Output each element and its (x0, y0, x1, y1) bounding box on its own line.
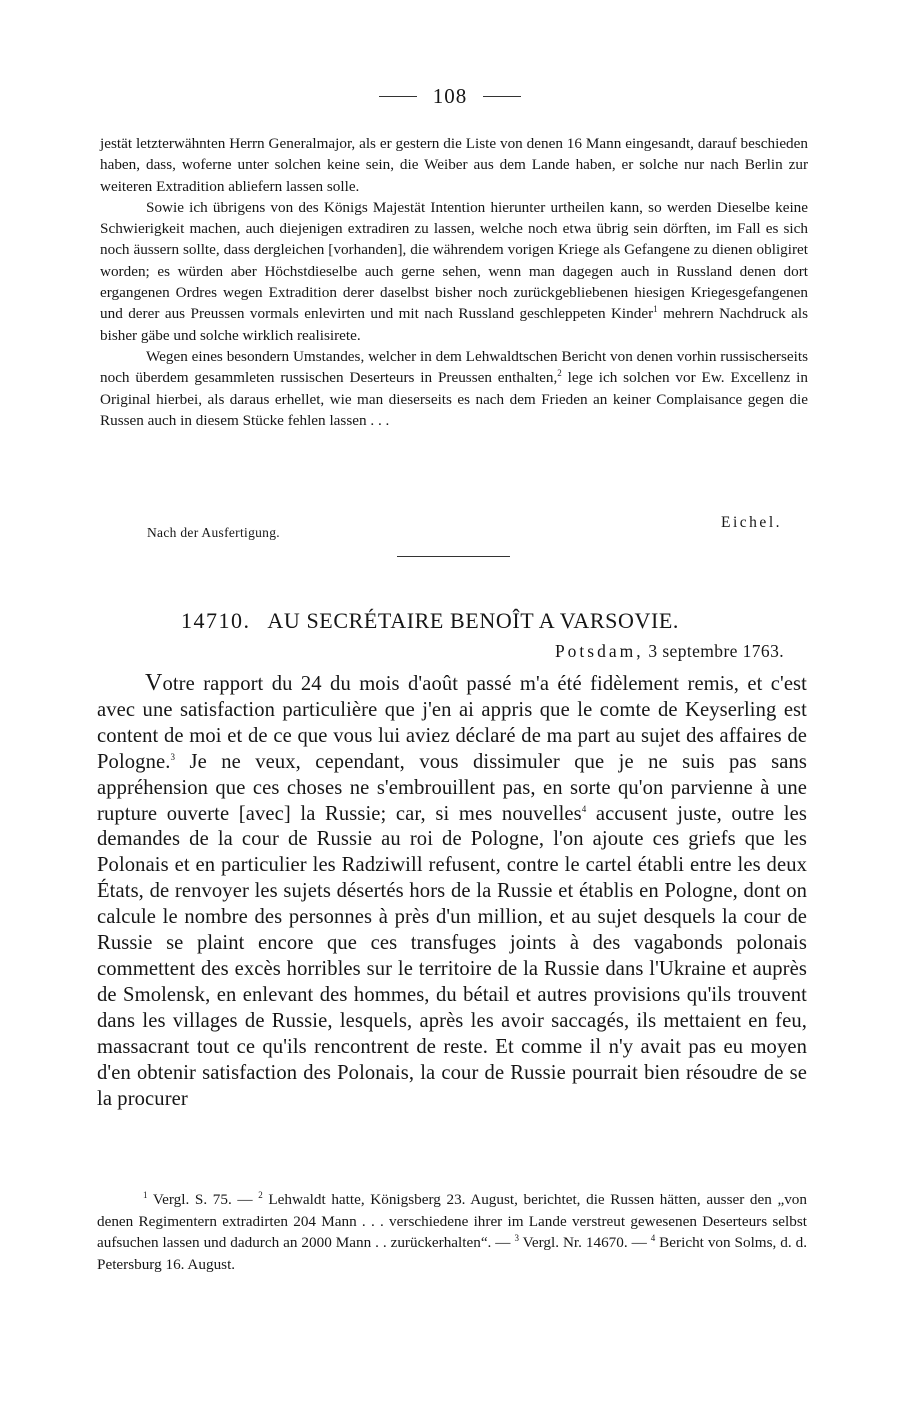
prev-paragraph-3-text: Wegen eines besondern Umstandes, welcher in dem Lehwaldtschen Bericht von denen vorhin russischerseits noch überdem gesammleten russischen Deserteurs in Preussen enthalten, (100, 347, 808, 387)
footnotes-text (97, 1189, 807, 1275)
prev-paragraph-3 (100, 346, 808, 431)
page-header (0, 84, 900, 109)
letter-initial: V (145, 670, 163, 696)
letter-place: Potsdam, (554, 641, 644, 661)
source-and-signature (100, 513, 808, 543)
letter-body-part-2: Je ne veux, cependant, vous dissimuler que je ne suis pas sans appréhension que ces choses ne s'embrouillent pas, en sorte qu'on parvienne à une rupture ouverte [avec] la Russie; car, si mes nouvelles (97, 750, 807, 825)
footnotes (97, 1189, 807, 1275)
footnote-ref-1: 1 (653, 304, 658, 315)
prev-paragraph-2-text: Sowie ich übrigens von des Königs Majestät Intention hierunter urtheilen kann, so werden Dieselbe keine Schwierigkeit machen, auch diejenigen extradiren zu lassen, welche noch etwa übrig sein dörften, im Fall es sich noch äussern sollte, dass dergleichen [vorhanden], die währendem vorigen Kriege als Gefangene zu dienen obligiret worden; es würden aber Höchstdieselbe auch gerne sehen, wenn man dagegen auch in Russland denen dort ergangenen Ordres wegen Extradition derer daselbst bisher noch zurückgebliebenen hiesigen Kriegesgefangenen und derer aus Preussen vormals enlevirten und mit nach Russland geschleppeten Kinder (100, 198, 808, 323)
footnote-3: Vergl. Nr. 14670. — (518, 1234, 651, 1251)
letter-body-part-1: otre rapport du 24 du mois d'août passé m'a été fidèlement remis, et c'est avec une satisfaction particulière que j'en ai appris que le comte de Keyserling est content de moi et de ce que vous lui aviez déclaré de ma part au sujet des affaires de Pologne. (97, 673, 807, 773)
prev-paragraph-2 (100, 197, 808, 346)
footnote-mark-3: 3 (514, 1232, 519, 1243)
prev-paragraph-3-end: lege ich solchen vor Ew. Excellenz in Original hierbei, als daraus erhellet, wie man dieserseits es nach dem Frieden an keiner Complaisance gegen die Russen auch in diesem Stücke fehlen lassen . . . (100, 369, 808, 429)
source-note: Nach der Ausfertigung. (147, 525, 280, 540)
letter-title: AU SECRÉTAIRE BENOÎT A VARSOVIE. (267, 608, 680, 633)
footnote-2: Lehwaldt hatte, Königsberg 23. August, berichtet, die Russen hätten, ausser den „von denen Regimentern extradirten 204 Mann . . . verschiedene ihrer im Lande verstreut gewesenen Deserteurs selbst aufsuchen lassen und dadurch an 2000 Mann . . zurückerhalten“. — (97, 1191, 807, 1251)
footnote-1: Vergl. S. 75. — (147, 1191, 259, 1208)
footnote-4: Bericht von Solms, d. d. Petersburg 16. August. (97, 1234, 807, 1273)
footnote-mark-1: 1 (143, 1189, 148, 1200)
letter-body (97, 671, 807, 1112)
footnote-ref-2: 2 (557, 368, 562, 379)
header-rule-left (379, 96, 417, 97)
footnote-ref-3: 3 (170, 751, 176, 762)
signature: Eichel. (721, 514, 782, 531)
letter-dateline (555, 641, 784, 662)
letter-heading (181, 608, 821, 634)
footnote-mark-4: 4 (650, 1232, 656, 1243)
header-rule-right (483, 96, 521, 97)
previous-letter-text (100, 133, 808, 431)
letter-body-part-3: accusent juste, outre les demandes de la cour de Russie au roi de Pologne, l'on ajoute ces griefs que les Polonais et en particulier les Radziwill refusent, contre le cartel établi entre les deux États, de renvoyer les sujets désertés hors de la Russie et établis en Pologne, dont on calcule le nombre des personnes à près d'un million, et au sujet desquels la cour de Russie se plaint encore que ces transfuges joints à des vagabonds polonais commettent des excès horribles sur le territoire de la Russie dans l'Ukraine et auprès de Smolensk, en enlevant des hommes, du bétail et autres provisions qu'ils trouvent dans les villages de Russie, lesquels, après les avoir saccagés, ils mettaient en feu, massacrant tout ce qu'ils rencontrent de reste. Et comme il n'y avait pas eu moyen d'en obtenir satisfaction des Polonais, la cour de Russie pourrait bien résoudre de se la procurer (97, 802, 807, 1110)
letter-paragraph (97, 671, 807, 1112)
footnote-ref-4: 4 (581, 803, 587, 814)
letter-number: 14710. (181, 608, 251, 633)
page-number: 108 (432, 84, 468, 108)
letter-date: 3 septembre 1763. (648, 641, 784, 661)
prev-paragraph-2-end: mehrern Nachdruck als bisher gäbe und solche wirklich realisirete. (100, 305, 809, 344)
section-divider (397, 556, 510, 557)
footnote-mark-2: 2 (258, 1189, 263, 1200)
prev-paragraph-1: jestät letzterwähnten Herrn Generalmajor, als er gestern die Liste von denen 16 Mann eingesandt, darauf beschieden haben, dass, woferne unter solchen keine sein, die Weiber aus dem Lande haben, er solche nur nach Berlin zur weiteren Extradition abliefern lassen solle. (100, 135, 808, 195)
